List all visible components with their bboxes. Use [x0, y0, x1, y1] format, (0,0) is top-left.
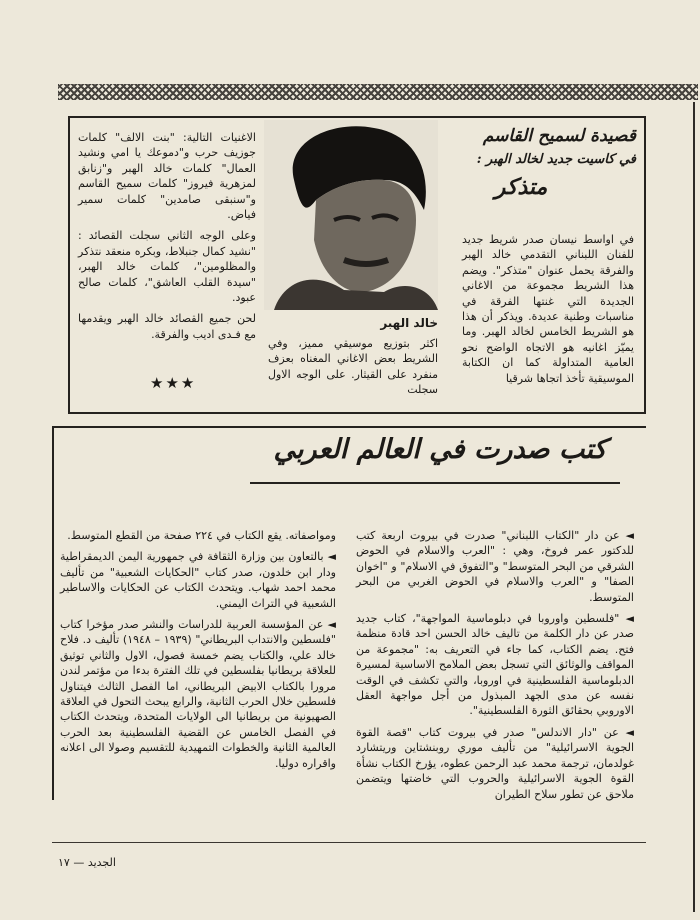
paragraph: ◄ بالتعاون بين وزارة الثقافة في جمهورية اليمن الديمقراطية ودار ابن خلدون، صدر كتاب "الحكايات الشعبية" من تأليف محمد احمد شهاب. ويتحدث الكتاب عن الحكايات والاساطير الشعبية في التراث اليمني. — [60, 550, 336, 610]
paragraph: ◄ عن المؤسسة العربية للدراسات والنشر صدر مؤخرا كتاب "فلسطين والانتداب البريطاني" (١٩٣٩ – ١٩٤٨) تأليف د. فلاح خالد علي، والكتاب يضم خمسة فصول، الاول والثاني توثيق للعلاقة بريطانيا بفلسطين في تلك الفترة بدءا من مؤتمر لندن مرورا بالكتاب الابيض البريطاني، اما الفصل الثالث فيتناول فلسطين خلال الحرب الثانية، والرابع يبحث التحول في العلاقة الصهيونية من بريطانيا الى الولايات المتحدة، ويتحدث الكتاب في الفصل الخامس عن القضية الفلسطينية بعد الحرب العالمية الثانية والخطوات التمهيدية للتقسيم وصولا الى اعلانه واقراره دوليا. — [59, 618, 336, 770]
photo-caption: خالد الهبر — [380, 316, 438, 330]
section-stars: ★★★ — [150, 374, 197, 392]
paragraph: ◄ عن دار "الكتاب اللبناني" صدرت في بيروت اربعة كتب للدكتور عمر فروخ، وهي : "العرب والاسلام في الحوض الشرقي من البحر المتوسط" و"التفوق في الاسلام" و "اخوان الصفا" و "العرب والاسلام في الحوض الغربي من البحر المتوسط. — [356, 529, 634, 604]
paragraph: ◄ عن "دار الاندلس" صدر في بيروت كتاب "قصة القوة الجوية الاسرائيلية" من تأليف موري روبنشتاين وريتشارد غولدمان، ترجمة محمد عبد الرحمن عطوه، يؤرخ الكتاب نشأة القوة الجوية الاسرائيلية والحروب التي خاضتها ويتضمن ملاحق عن تطور سلاح الطيران — [356, 725, 634, 801]
article-center-column: اكثر بتوزيع موسيقي مميز، وفي الشريط بعض الاغاني المغناه بعزف منفرد على القيثار. على الوجه الاول سجلت — [268, 337, 438, 397]
page-edge-rule — [693, 102, 695, 912]
paragraph: الاغنيات التالية: "بنت الالف" كلمات جوزيف حرب و"دموعك يا امي ونشيد العمال" كلمات خالد الهبر و"زنابق لمزهرية فيروز" كلمات سميح القاسم و"سنبقى صامدين" كلمات سمير فياض. — [78, 131, 256, 222]
portrait-illustration — [264, 120, 438, 310]
article-left-column — [78, 130, 256, 348]
article-right-column: في اواسط نيسان صدر شريط جديد للفنان اللبناني التقدمي خالد الهبر والفرقة يحمل عنوان "متذكر". ويضم هذا الشريط مجموعة من الاغاني الجديدة التي غنتها الفرقة في مناسبات وطنية عديدة. ويذكر أن هذا هو الشريط الخامس لخالد الهبر. وما يميّز اغانيه هو الاتجاه الواضح نحو العامية المتداولة كما ان الكتابة الموسيقية تأخذ اتجاها شرقيا — [462, 233, 634, 385]
books-left-column — [60, 528, 336, 777]
paragraph: وعلى الوجه الثاني سجلت القصائد : "نشيد كمال جنبلاط، وبكره منعقد نتذكر والمظلومين"، كلمات خالد الهبر، "سيدة القلب العاشق"، كلمات صالح عبود. — [78, 229, 256, 305]
article-title-line3: متذكر — [494, 174, 548, 200]
paragraph: لحن جميع القصائد خالد الهبر ويقدمها مع فـدى اديب والفرقة. — [78, 312, 256, 341]
paragraph: ومواصفاته. يقع الكتاب في ٢٢٤ صفحة من القطع المتوسط. — [67, 529, 336, 542]
paragraph: ◄ "فلسطين واوروبا في دبلوماسية المواجهة"، كتاب جديد صدر عن دار الكلمة من تاليف خالد الحسن احد قادة منظمة فتح. يضم الكتاب، كما جاء في التعريف به: "مجموعة من المواقف والوثائق التي تسجل بعض الملامح الاساسية لمسيرة الدبلوماسية الفلسطينية في اوروبا، والتي تكشف في الوقت نفسه عن مدى الجهد المبذول من أجل مواجهة العقل الاوروبي بحقائق الثورة الفلسطينية". — [356, 612, 634, 718]
footer-rule — [52, 842, 646, 843]
decorative-border — [58, 84, 698, 100]
article-title-line2: في كاسيت جديد لخالد الهبر : — [476, 152, 636, 167]
books-title-block — [250, 430, 630, 492]
article-title-line1: قصيدة لسميح القاسم — [482, 126, 636, 146]
page-folio: الجديد — ١٧ — [58, 856, 116, 869]
title-underline — [250, 482, 620, 484]
books-right-column — [356, 528, 634, 808]
books-title: كتب صدرت في العالم العربي — [273, 434, 607, 465]
portrait-photo — [264, 120, 438, 310]
